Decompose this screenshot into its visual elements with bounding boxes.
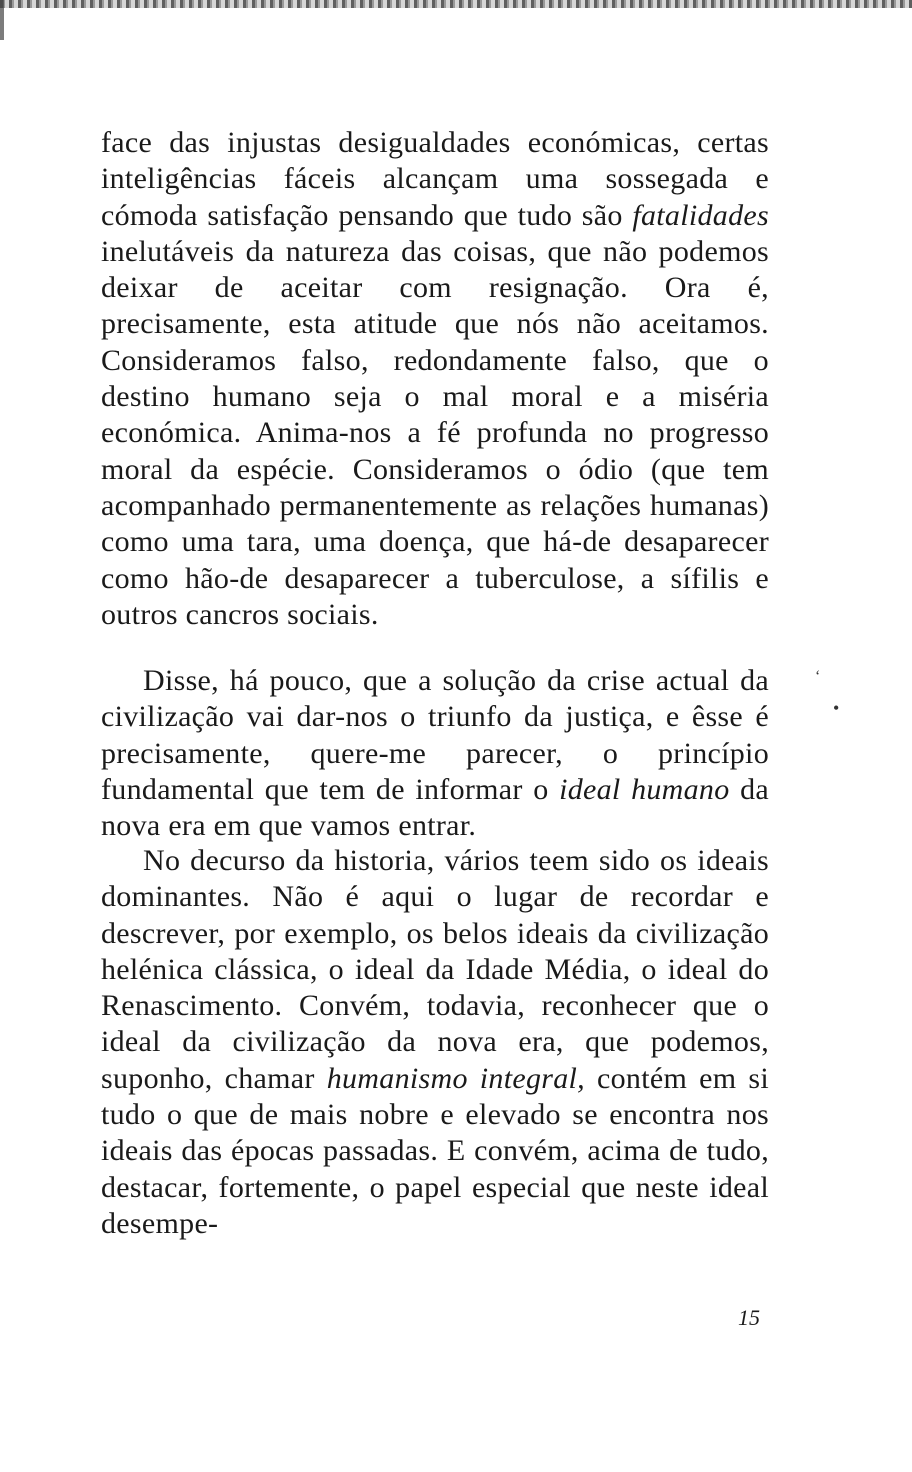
emphasis-text: fatalidades [632, 198, 769, 232]
paragraph-3 [101, 843, 769, 1242]
emphasis-text: ideal humano [559, 772, 730, 806]
page-top-edge [0, 0, 912, 8]
paragraph-2-text: Disse, há pouco, que a solução da crise actual da civilização vai dar-nos o triunfo da justiça, e êsse é precisamente, quere-me parecer, o princípio fundamental que tem de informar o ideal humano da nova era em que vamos entrar. [101, 664, 769, 843]
paragraph-3-text: No decurso da historia, vários teem sido os ideais dominantes. Não é aqui o lugar de recordar e descrever, por exemplo, os belos ideais da civilização helénica clássica, o ideal da Idade Média, o ideal do Renascimento. Convém, todavia, reconhecer que o ideal da civilização da nova era, que podemos, suponho, chamar humanismo integral, contém em si tudo o que de mais nobre e elevado se encontra nos ideais das épocas passadas. E convém, acima de tudo, destacar, fortemente, o papel especial que neste ideal desempe- [101, 844, 769, 1240]
margin-speck-mark: • [833, 698, 840, 718]
page-number: 15 [738, 1305, 760, 1330]
emphasis-text: humanismo integral, [326, 1061, 585, 1095]
paragraph-1-text: face das injustas desigualdades económicas, certas inteligências fáceis alcançam uma sossegada e cómoda satisfação pensando que tudo são fatalidades inelutáveis da natureza das coisas, que não podemos deixar de aceitar com resignação. Ora é, precisamente, esta atitude que nós não aceitamos. Consideramos falso, redondamente falso, que o destino humano seja o mal moral e a miséria económica. Anima-nos a fé profunda no progresso moral da espécie. Consideramos o ódio (que tem acompanhado permanentemente as relações humanas) como uma tara, uma doença, que há-de desaparecer como hão-de desaparecer a tuberculose, a sífilis e outros cancros sociais. [101, 126, 769, 631]
paragraph-1 [101, 125, 769, 633]
margin-speck-mark: ʻ [815, 668, 821, 685]
paragraph-2 [101, 663, 769, 844]
page-left-edge [0, 0, 4, 40]
